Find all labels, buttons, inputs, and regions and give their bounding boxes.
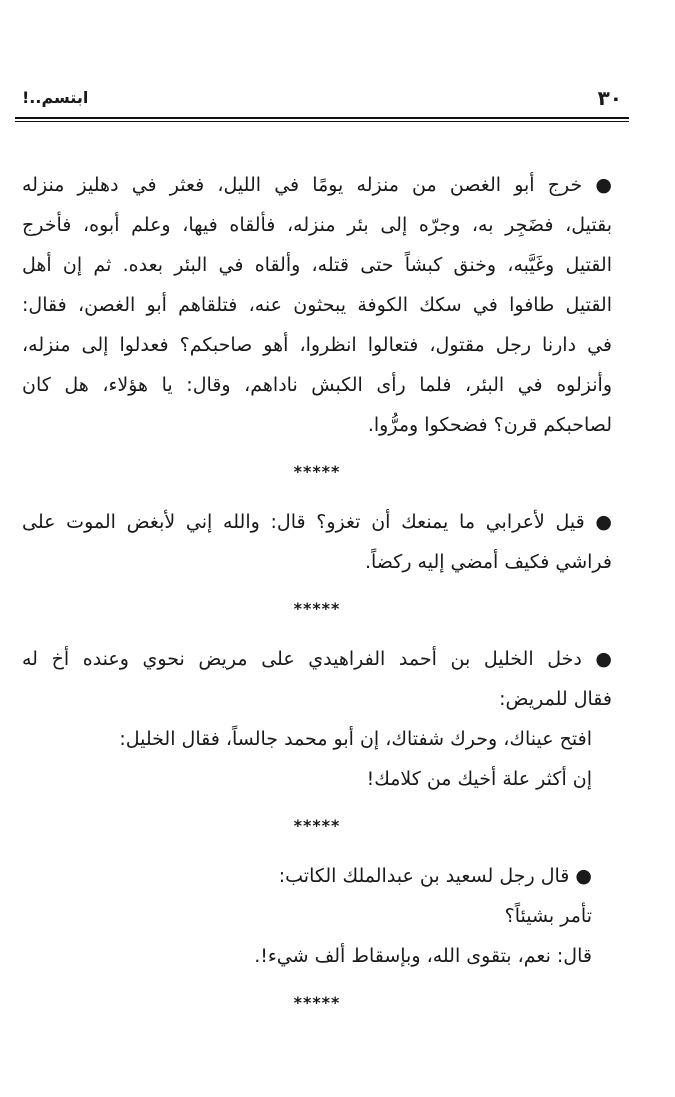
- text-line: ● قال رجل لسعيد بن عبدالملك الكاتب:: [278, 865, 592, 887]
- text-line: في دارنا رجل مقتول، فتعالوا انظروا، أهو صاحبكم؟ فعدلوا إلى منزله،: [22, 334, 612, 356]
- text-line: قال: نعم، بتقوى الله، وبإسقاط ألف شيء!.: [254, 945, 592, 967]
- page-body: [22, 165, 612, 1033]
- anecdote-2: [22, 502, 612, 582]
- text-line: افتح عيناك، وحرك شفتاك، إن أبو محمد جالساً، فقال الخليل:: [119, 728, 592, 750]
- section-separator: *****: [293, 462, 341, 481]
- text-line: القتيل طافوا في سكك الكوفة يبحثون عنه، فتلقاهم أبو الغصن، فقال:: [22, 294, 612, 316]
- text-line: القتيل وغَيَّبه، وخنق كبشاً حتى قتله، وألقاه في البئر بعده. ثم إن أهل: [22, 254, 612, 276]
- header-rule-thin: [15, 121, 629, 122]
- page-number: ٣٠: [597, 86, 622, 110]
- text-line: وأنزلوه في البئر، فلما رأى الكبش ناداهم، وقال: يا هؤلاء، هل كان: [22, 374, 612, 396]
- section-separator: *****: [293, 993, 341, 1012]
- text-line: إن أكثر علة أخيك من كلامك!: [366, 768, 592, 790]
- text-line: فراشي فكيف أمضي إليه ركضاً.: [364, 551, 612, 573]
- anecdote-3: [22, 639, 612, 799]
- text-line: فقال للمريض:: [499, 688, 612, 710]
- text-line: تأمر بشيئاً؟: [504, 905, 592, 927]
- text-line: ● دخل الخليل بن أحمد الفراهيدي على مريض نحوي وعنده أخ له: [22, 648, 612, 670]
- text-line: ● قيل لأعرابي ما يمنعك أن تغزو؟ قال: والله إني لأبغض الموت على: [22, 511, 612, 533]
- text-line: لصاحبكم قرن؟ فضحكوا ومرُّوا.: [367, 414, 612, 436]
- text-line: بقتيل، فضَجِر به، وجرّه إلى بئر منزله، فألقاه فيها، وعلم أبوه، فأخرج: [22, 214, 612, 236]
- text-line: ● خرج أبو الغصن من منزله يومًا في الليل، فعثر في دهليز منزله: [22, 174, 612, 196]
- anecdote-1: [22, 165, 612, 445]
- anecdote-4: [22, 856, 612, 976]
- section-separator: *****: [293, 599, 341, 618]
- page-header: [22, 86, 622, 110]
- section-separator: *****: [293, 816, 341, 835]
- header-rule-thick: [15, 117, 629, 119]
- running-title: ابتسم..!: [22, 88, 89, 107]
